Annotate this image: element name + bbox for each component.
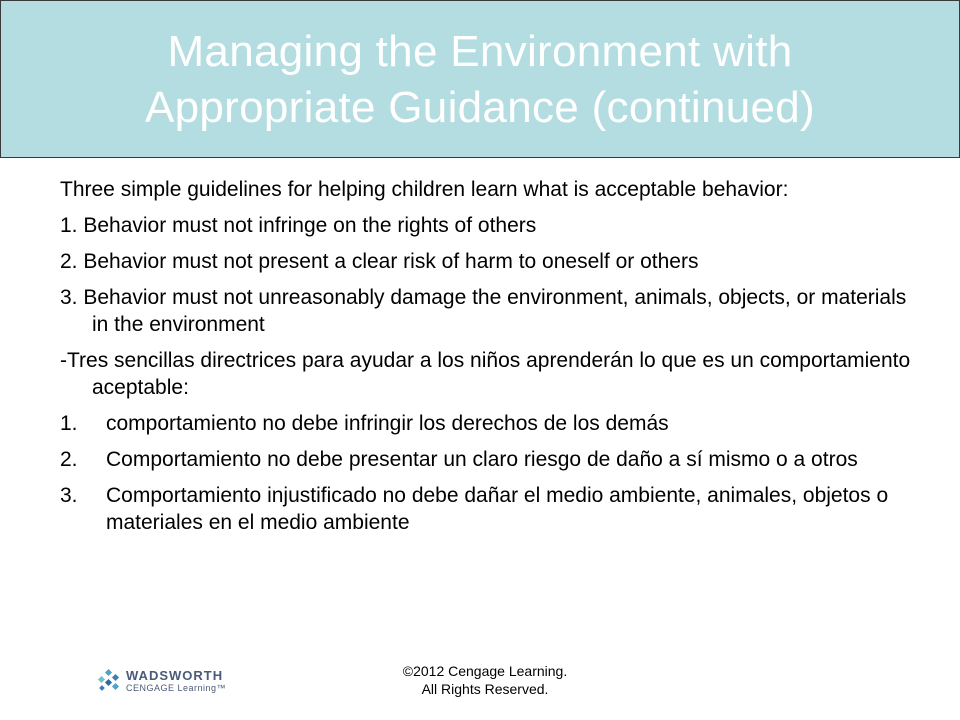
title-band <box>0 0 960 158</box>
intro-english: Three simple guidelines for helping children learn what is acceptable behavior: <box>60 178 789 201</box>
slide-title-line2: Appropriate Guidance (continued) <box>144 83 815 132</box>
slide-body <box>60 176 920 545</box>
rule-spanish-3 <box>60 482 920 536</box>
rule-english-1: 1. Behavior must not infringe on the rights of others <box>60 214 537 237</box>
rule-spanish-3-text: Comportamiento injustificado no debe dañar el medio ambiente, animales, objetos o materiales en el medio ambiente <box>106 484 889 534</box>
wadsworth-cengage-logo <box>96 664 226 698</box>
logo-wadsworth: WADSWORTH <box>126 667 224 683</box>
rule-spanish-2-text: Comportamiento no debe presentar un claro riesgo de daño a sí mismo o a otros <box>106 448 858 471</box>
copyright-line1: ©2012 Cengage Learning. <box>402 663 568 679</box>
logo-text <box>126 669 226 694</box>
copyright-line2: All Rights Reserved. <box>421 681 549 697</box>
slide-title-line1: Managing the Environment with <box>167 27 793 76</box>
slide-title <box>145 22 815 136</box>
rule-english-2: 2. Behavior must not present a clear risk of harm to oneself or others <box>60 250 699 273</box>
copyright-notice <box>365 662 605 698</box>
rule-spanish-1-number: 1. <box>60 412 78 435</box>
intro-spanish: -Tres sencillas directrices para ayudar a los niños aprenderán lo que es un comportamiento aceptable: <box>60 349 911 399</box>
rule-spanish-2 <box>60 446 920 473</box>
cengage-logo-icon <box>96 668 122 694</box>
rule-english-3: 3. Behavior must not unreasonably damage the environment, animals, objects, or materials in the environment <box>60 286 907 336</box>
rule-spanish-1-text: comportamiento no debe infringir los derechos de los demás <box>106 412 669 435</box>
rule-spanish-1 <box>60 410 920 437</box>
rule-spanish-3-number: 3. <box>60 484 78 507</box>
logo-cengage-learning: CENGAGE Learning™ <box>126 682 227 693</box>
rule-spanish-2-number: 2. <box>60 448 78 471</box>
